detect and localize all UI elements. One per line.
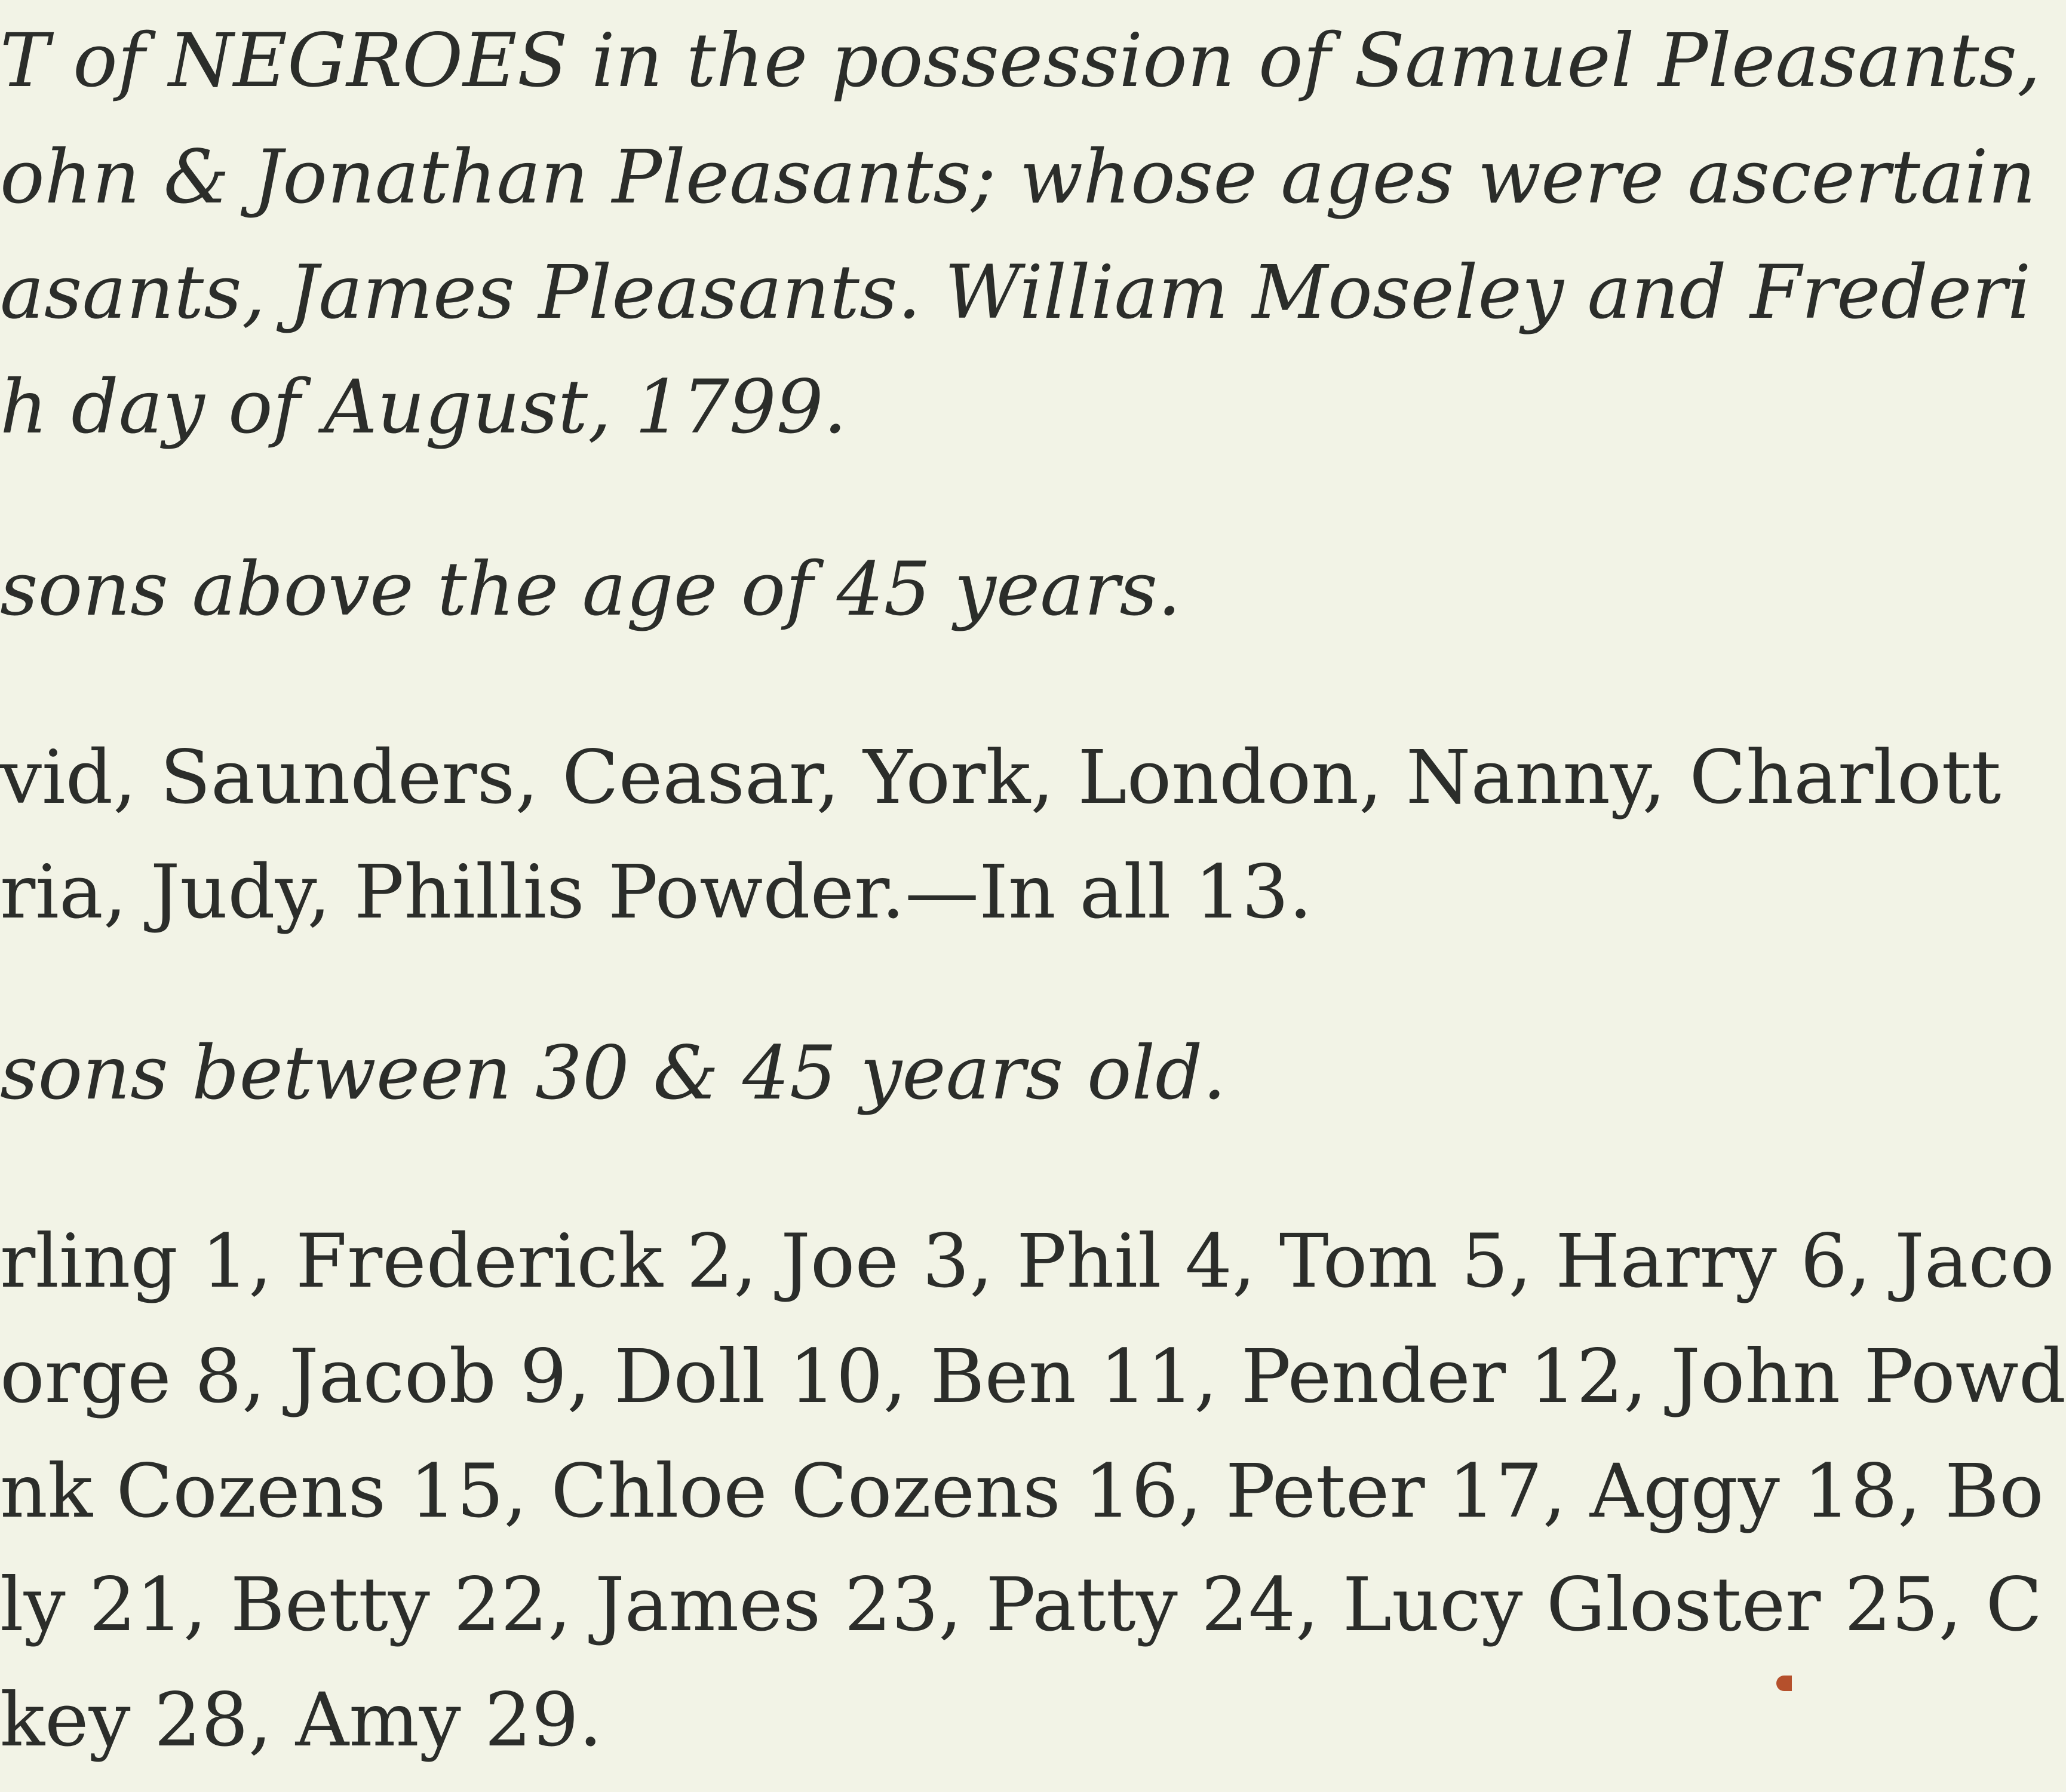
section-2-title: sons between 30 & 45 years old. (0, 1030, 1226, 1116)
section-2-line-5: key 28, Amy 29. (0, 1677, 603, 1763)
margin-mark (1776, 1676, 1792, 1691)
heading-line-3: asants, James Pleasants. William Moseley and Frederi (0, 250, 2031, 336)
section-2-line-1: rling 1, Frederick 2, Joe 3, Phil 4, Tom 5, Harry 6, Jaco (0, 1219, 2055, 1305)
section-1-title: sons above the age of 45 years. (0, 547, 1181, 633)
heading-line-2: ohn & Jonathan Pleasants; whose ages were ascertain (0, 134, 2036, 220)
heading-line-4: h day of August, 1799. (0, 364, 847, 450)
section-1-line-1: vid, Saunders, Ceasar, York, London, Nanny, Charlott (0, 735, 2001, 821)
section-2-line-3: nk Cozens 15, Chloe Cozens 16, Peter 17, Aggy 18, Bo (0, 1449, 2044, 1535)
heading-line-1: T of NEGROES in the possession of Samuel Pleasants, (0, 18, 2041, 104)
section-2-line-4: ly 21, Betty 22, James 23, Patty 24, Lucy Gloster 25, C (0, 1562, 2043, 1648)
section-1-line-2: ria, Judy, Phillis Powder.—In all 13. (0, 849, 1313, 935)
section-2-line-2: orge 8, Jacob 9, Doll 10, Ben 11, Pender 12, John Powd (0, 1334, 2066, 1420)
